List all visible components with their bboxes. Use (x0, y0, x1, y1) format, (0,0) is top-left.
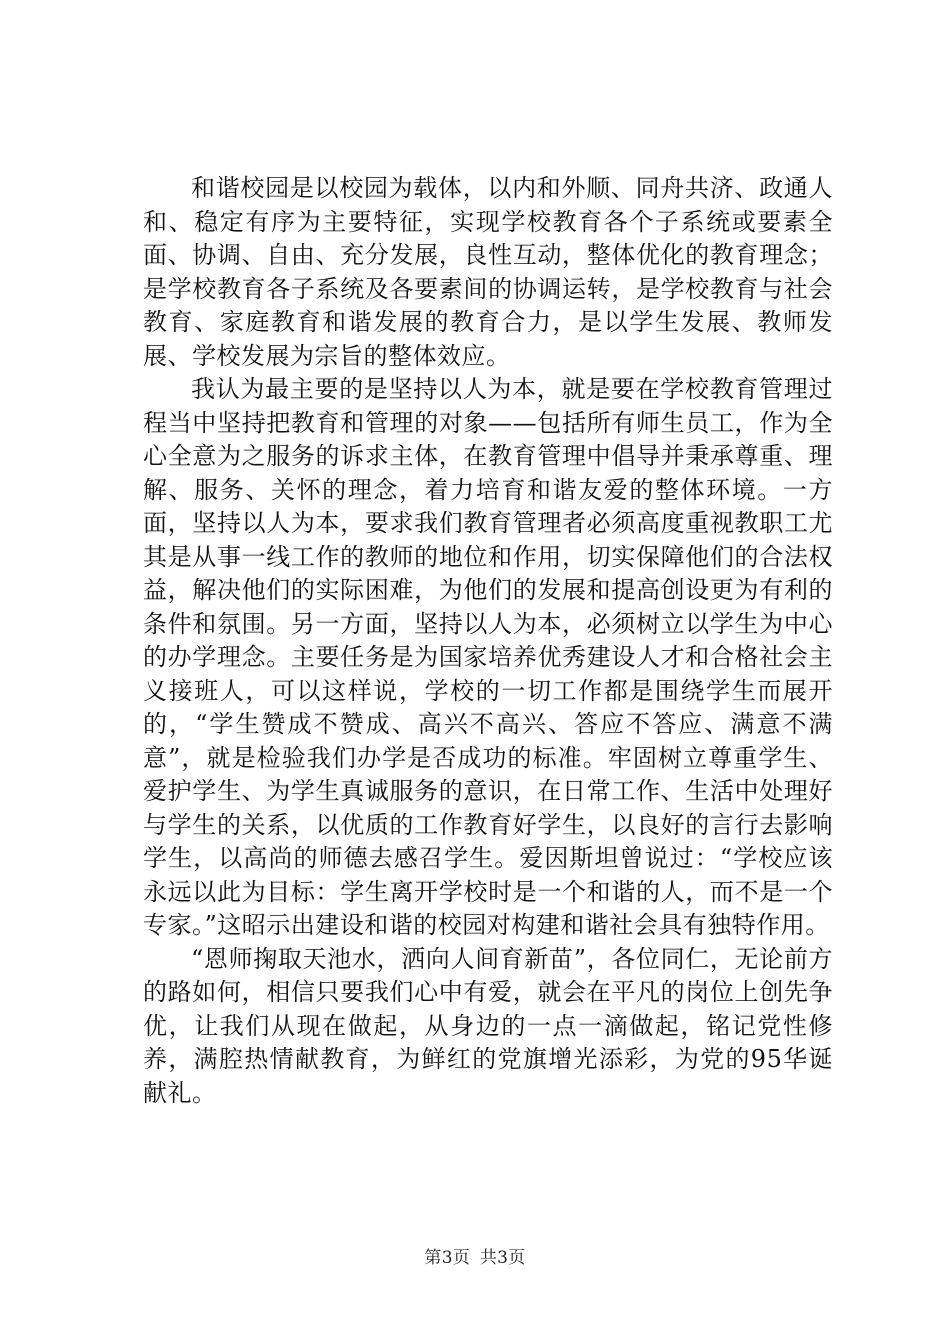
paragraph-1: 和谐校园是以校园为载体，以内和外顺、同舟共济、政通人和、稳定有序为主要特征，实现学校教育各个子系统或要素全面、协调、自由、充分发展，良性互动，整体优化的教育理念；是学校教育各子系统及各要素间的协调运转，是学校教育与社会教育、家庭教育和谐发展的教育合力，是以学生发展、教师发展、学校发展为宗旨的整体效应。 (143, 174, 833, 370)
page-footer (0, 1243, 950, 1268)
paragraph-2: 我认为最主要的是坚持以人为本，就是要在学校教育管理过程当中坚持把教育和管理的对象——包括所有师生员工，作为全心全意为之服务的诉求主体，在教育管理中倡导并秉承尊重、理解、服务、关怀的理念，着力培育和谐友爱的整体环境。一方面，坚持以人为本，要求我们教育管理者必须高度重视教职工尤其是从事一线工作的教师的地位和作用，切实保障他们的合法权益，解决他们的实际困难，为他们的发展和提高创设更为有利的条件和氛围。另一方面，坚持以人为本，必须树立以学生为中心的办学理念。主要任务是为国家培养优秀建设人才和合格社会主义接班人，可以这样说，学校的一切工作都是围绕学生而展开的，“学生赞成不赞成、高兴不高兴、答应不答应、满意不满意”，就是检验我们办学是否成功的标准。牢固树立尊重学生、爱护学生、为学生真诚服务的意识，在日常工作、生活中处理好与学生的关系，以优质的工作教育好学生，以良好的言行去影响学生，以高尚的师德去感召学生。爱因斯坦曾说过：“学校应该永远以此为目标：学生离开学校时是一个和谐的人，而不是一个专家。”这昭示出建设和谐的校园对构建和谐社会具有独特作用。 (143, 375, 833, 939)
page-number: 第3页 (424, 1248, 471, 1268)
page-total: 共3页 (479, 1248, 526, 1268)
document-body (143, 172, 833, 1110)
paragraph-3: “恩师掬取天池水，洒向人间育新苗”，各位同仁，无论前方的路如何，相信只要我们心中有爱，就会在平凡的岗位上创先争优，让我们从现在做起，从身边的一点一滴做起，铭记党性修养，满腔热情献教育，为鲜红的党旗增光添彩，为党的95华诞献礼。 (143, 944, 833, 1107)
